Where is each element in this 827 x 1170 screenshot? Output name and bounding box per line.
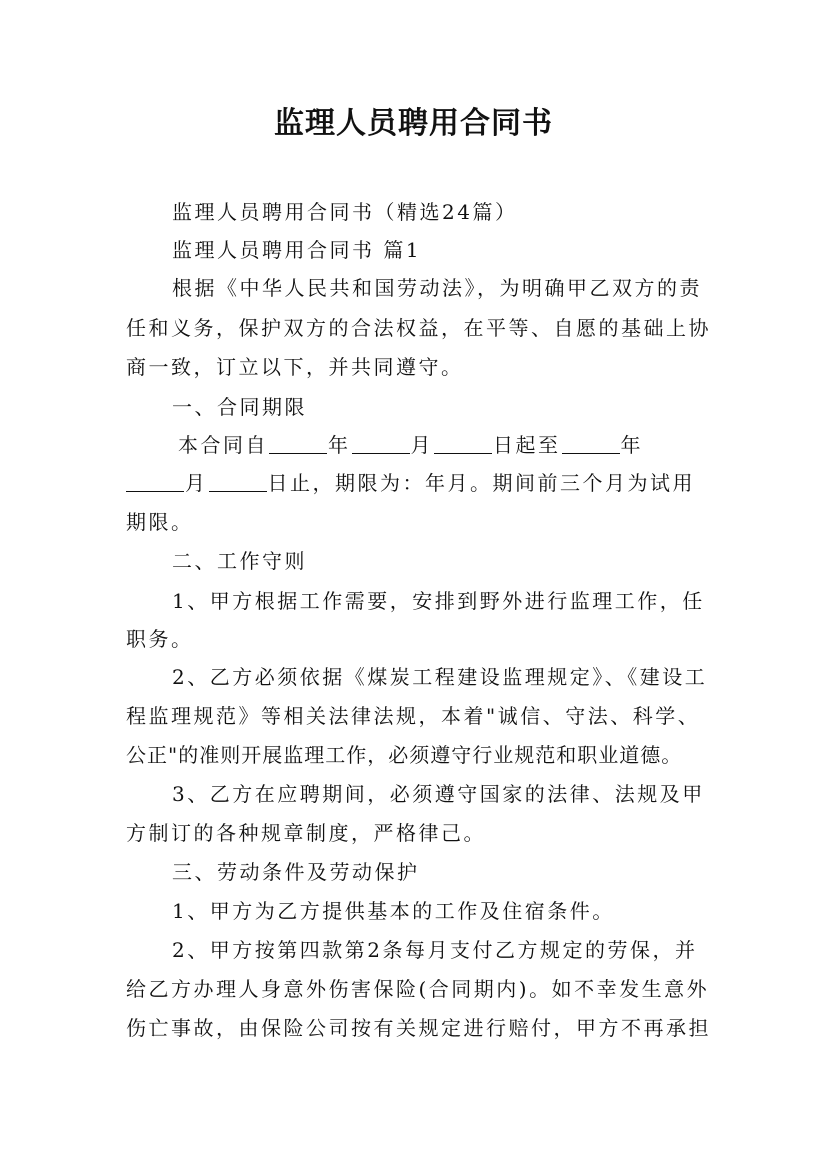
blank-field — [352, 433, 410, 454]
paragraph-line: 任和义务，保护双方的合法权益，在平等、自愿的基础上协 — [126, 316, 711, 340]
blank-field — [434, 433, 492, 454]
section-heading: 三、劳动条件及劳动保护 — [172, 860, 420, 884]
blank-field — [562, 433, 620, 454]
section-heading: 一、合同期限 — [172, 395, 307, 419]
paragraph-line: 1、甲方为乙方提供基本的工作及住宿条件。 — [172, 899, 615, 923]
text-span: 年 — [328, 433, 351, 457]
paragraph-line: 程监理规范》等相关法律法规，本着"诚信、守法、科学、 — [126, 704, 701, 728]
text-span: 本合同自 — [178, 433, 268, 457]
paragraph-line: 商一致，订立以下，并共同遵守。 — [126, 355, 464, 379]
section-heading: 二、工作守则 — [172, 549, 307, 573]
paragraph-line: 1、甲方根据工作需要，安排到野外进行监理工作，任 — [172, 589, 705, 613]
paragraph-line: 期限。 — [126, 510, 194, 534]
paragraph-line: 职务。 — [126, 627, 194, 651]
blank-field — [269, 433, 327, 454]
text-span: 月 — [410, 433, 433, 457]
paragraph-line: 给乙方办理人身意外伤害保险(合同期内)。如不幸发生意外 — [126, 977, 710, 1001]
paragraph-line: 公正"的准则开展监理工作，必须遵守行业规范和职业道德。 — [126, 743, 683, 767]
text-span: 日止，期限为：年月。期间前三个月为试用 — [267, 471, 695, 495]
term-line — [126, 468, 716, 498]
text-span: 年 — [620, 433, 643, 457]
blank-field — [126, 471, 184, 492]
subtitle: 监理人员聘用合同书（精选24篇） — [172, 200, 518, 224]
paragraph-line: 2、甲方按第四款第2条每月支付乙方规定的劳保，并 — [172, 938, 698, 962]
paragraph-line: 2、乙方必须依据《煤炭工程建设监理规定》、《建设工 — [172, 665, 708, 689]
term-line — [178, 430, 718, 460]
text-span: 月 — [185, 471, 208, 495]
text-span: 日起至 — [493, 433, 561, 457]
document-title: 监理人员聘用合同书 — [274, 106, 553, 141]
paragraph-line: 根据《中华人民共和国劳动法》，为明确甲乙双方的责 — [172, 276, 702, 300]
blank-field — [209, 471, 267, 492]
paragraph-line: 方制订的各种规章制度，严格律己。 — [126, 821, 486, 845]
part-title: 监理人员聘用合同书 篇1 — [172, 238, 422, 262]
paragraph-line: 3、乙方在应聘期间，必须遵守国家的法律、法规及甲 — [172, 782, 705, 806]
paragraph-line: 伤亡事故，由保险公司按有关规定进行赔付，甲方不再承担 — [126, 1016, 711, 1040]
